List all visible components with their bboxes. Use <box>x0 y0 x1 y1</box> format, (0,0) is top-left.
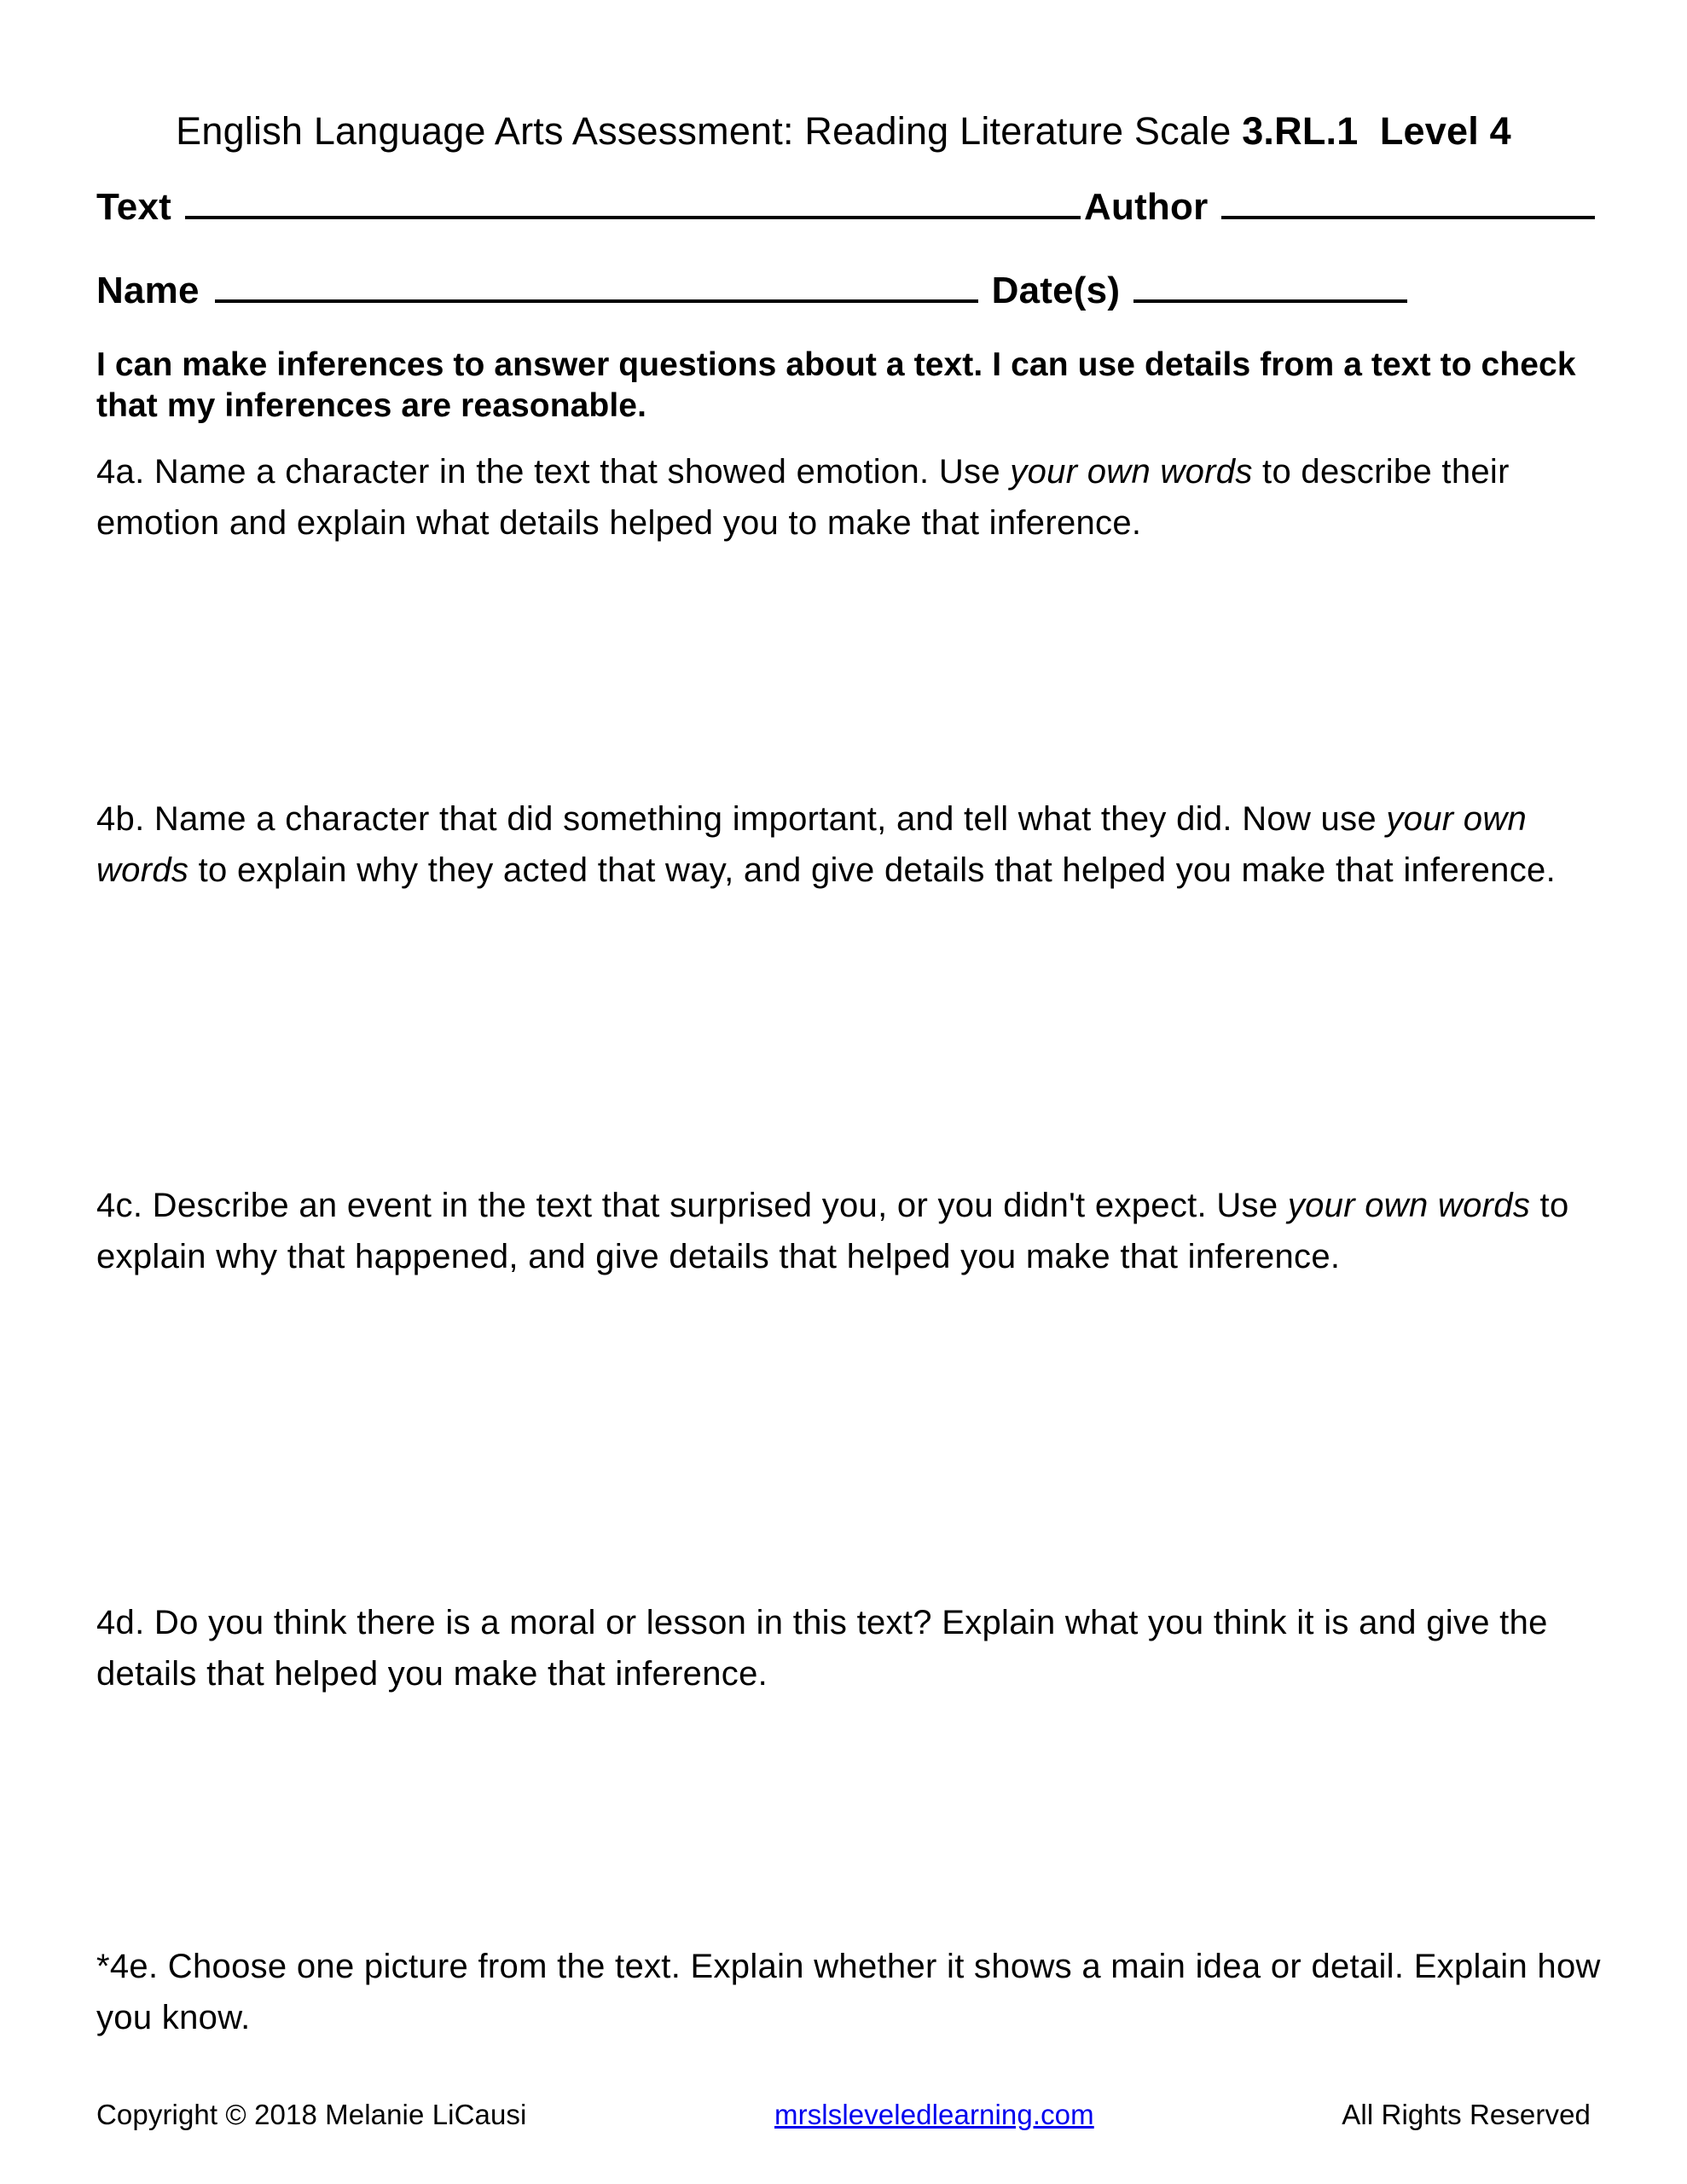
name-field[interactable] <box>215 272 978 303</box>
page-title-text: English Language Arts Assessment: Reading Literature Scale <box>176 109 1243 153</box>
question-4d <box>96 1597 1601 1699</box>
name-label: Name <box>96 270 200 311</box>
website-link[interactable]: mrslsleveledlearning.com <box>774 2099 1094 2130</box>
question-4b-italic: your own words <box>96 800 1528 889</box>
question-4c-italic: your own words <box>1287 1187 1531 1224</box>
question-4a <box>96 446 1601 549</box>
question-4e-text: *4e. Choose one picture from the text. Explain whether it shows a main idea or detail. Explain how you know. <box>96 1948 1601 2036</box>
answer-space-4e[interactable] <box>96 2060 1601 2094</box>
text-field[interactable] <box>185 189 1081 219</box>
footer <box>96 2099 1591 2131</box>
question-4c-text-end: to explain why that happened, and give details that helped you make that inference. <box>96 1187 1569 1275</box>
standard-level-label: 3.RL.1 Level 4 <box>1242 109 1511 153</box>
author-label: Author <box>1084 186 1209 228</box>
question-4c-text: 4c. Describe an event in the text that surprised you, or you didn't expect. Use <box>96 1187 1288 1224</box>
answer-space-4a[interactable] <box>96 559 1601 785</box>
question-4b-text: 4b. Name a character that did something important, and tell what they did. Now use <box>96 800 1387 838</box>
name-dates-row <box>96 270 1407 312</box>
answer-space-4c[interactable] <box>96 1288 1601 1591</box>
rights-text: All Rights Reserved <box>1342 2099 1591 2130</box>
question-4a-text: 4a. Name a character in the text that showed emotion. Use <box>96 453 1011 491</box>
dates-label: Date(s) <box>991 270 1121 311</box>
dates-field[interactable] <box>1133 272 1407 303</box>
text-author-row <box>96 186 1595 229</box>
page-title <box>0 109 1687 154</box>
question-4a-text-end: to describe their emotion and explain what details helped you to make that inference. <box>96 453 1510 542</box>
question-4b <box>96 793 1601 896</box>
text-label: Text <box>96 186 172 228</box>
copyright-text: Copyright © 2018 Melanie LiCausi <box>96 2099 527 2130</box>
question-4d-text: 4d. Do you think there is a moral or lesson in this text? Explain what you think it is and give the details that helped you make that inference. <box>96 1604 1548 1693</box>
question-4c <box>96 1180 1601 1282</box>
answer-space-4d[interactable] <box>96 1715 1601 1935</box>
question-4e <box>96 1941 1601 2043</box>
question-4b-text-end: to explain why they acted that way, and give details that helped you make that inference. <box>188 851 1556 889</box>
question-4a-italic: your own words <box>1010 453 1253 491</box>
author-field[interactable] <box>1221 189 1595 219</box>
objective-statement: I can make inferences to answer questions about a text. I can use details from a text to check that my inferences are reasonable. <box>96 346 1576 424</box>
answer-space-4b[interactable] <box>96 947 1601 1173</box>
